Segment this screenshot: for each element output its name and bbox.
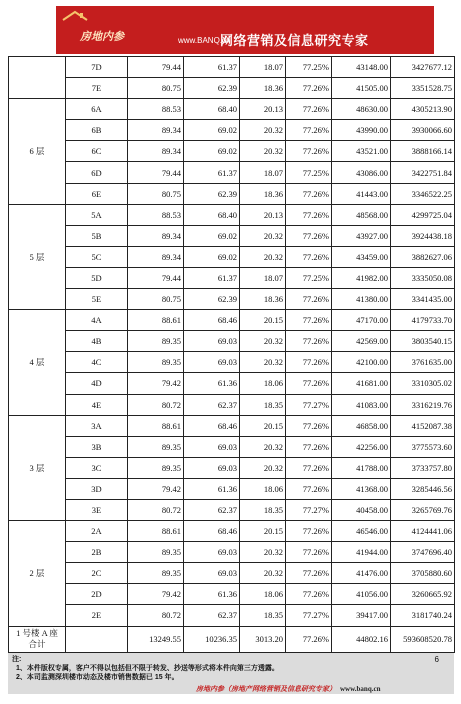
c1-cell: 89.35 [128, 542, 184, 563]
header-title: 网络营销及信息研究专家 [220, 33, 369, 48]
pct-cell: 77.27% [286, 394, 332, 415]
total-cell: 3346522.25 [391, 183, 455, 204]
c1-cell: 80.75 [128, 289, 184, 310]
price-cell: 41505.00 [332, 78, 391, 99]
floor-cell: 3 层 [9, 415, 66, 520]
c2-cell: 62.37 [184, 394, 240, 415]
total-cell: 3265769.76 [391, 499, 455, 520]
unit-cell: 7E [66, 78, 128, 99]
house-logo-icon [62, 10, 88, 28]
c2-cell: 69.03 [184, 331, 240, 352]
c1-cell: 88.61 [128, 310, 184, 331]
price-cell: 43990.00 [332, 120, 391, 141]
unit-cell: 2D [66, 584, 128, 605]
pct-cell: 77.27% [286, 499, 332, 520]
unit-cell: 2C [66, 563, 128, 584]
total-cell: 3260665.92 [391, 584, 455, 605]
c1-cell: 88.53 [128, 99, 184, 120]
c1-cell: 79.42 [128, 373, 184, 394]
c2-cell: 61.37 [184, 267, 240, 288]
c2-cell: 69.02 [184, 120, 240, 141]
total-label-cell [9, 626, 66, 652]
total-cell: 3427677.12 [391, 57, 455, 78]
total-label-line1: 1 号楼 A 座 [16, 628, 58, 639]
unit-cell: 4D [66, 373, 128, 394]
pct-cell: 77.26% [286, 289, 332, 310]
c3-cell: 18.36 [240, 183, 286, 204]
c3-cell: 18.07 [240, 162, 286, 183]
c2-cell: 69.03 [184, 436, 240, 457]
c2-cell: 61.36 [184, 373, 240, 394]
price-cell: 47170.00 [332, 310, 391, 331]
total-cell: 4299725.04 [391, 204, 455, 225]
table-row [9, 78, 455, 99]
pct-cell: 77.26% [286, 99, 332, 120]
footer-site: www.banq.cn [340, 685, 381, 693]
c2-cell: 69.02 [184, 141, 240, 162]
table-row [9, 162, 455, 183]
footer [196, 684, 380, 694]
total-cell: 3888166.14 [391, 141, 455, 162]
c3-cell: 20.32 [240, 457, 286, 478]
c2-cell: 68.40 [184, 204, 240, 225]
c2-cell: 62.37 [184, 499, 240, 520]
header-banner [56, 6, 434, 54]
unit-cell: 4B [66, 331, 128, 352]
c1-cell: 80.75 [128, 78, 184, 99]
unit-cell: 5A [66, 204, 128, 225]
total-row [9, 626, 455, 652]
c1-cell: 89.34 [128, 246, 184, 267]
unit-cell: 6A [66, 99, 128, 120]
price-cell: 43086.00 [332, 162, 391, 183]
c2-cell: 68.46 [184, 310, 240, 331]
table-row [9, 521, 455, 542]
sales-table [8, 56, 455, 653]
price-cell: 43148.00 [332, 57, 391, 78]
table-row [9, 436, 455, 457]
c1-cell: 88.61 [128, 521, 184, 542]
total-cell: 3285446.56 [391, 478, 455, 499]
pct-cell: 77.26% [286, 584, 332, 605]
c3-cell: 20.15 [240, 310, 286, 331]
total-cell: 3705880.60 [391, 563, 455, 584]
notes-line-2: 2、本司监测深圳楼市动态及楼市销售数据已 15 年。 [16, 674, 179, 681]
c2-cell: 61.37 [184, 57, 240, 78]
pct-cell: 77.26% [286, 352, 332, 373]
pct-cell: 77.26% [286, 415, 332, 436]
unit-cell: 4E [66, 394, 128, 415]
pct-cell: 77.26% [286, 183, 332, 204]
total-cell: 4152087.38 [391, 415, 455, 436]
total-cell: 3310305.02 [391, 373, 455, 394]
table-row [9, 499, 455, 520]
floor-cell: 5 层 [9, 204, 66, 309]
c3-cell: 20.32 [240, 352, 286, 373]
total-price-cell: 44802.16 [332, 626, 391, 652]
c2-cell: 62.37 [184, 605, 240, 626]
notes-line-1: 1、本件版权专属，客户不得以包括但不限于转发、抄送等形式将本件向第三方透露。 [16, 665, 279, 672]
notes-label: 注: [12, 656, 22, 663]
table-row [9, 310, 455, 331]
price-cell: 39417.00 [332, 605, 391, 626]
c2-cell: 68.46 [184, 415, 240, 436]
c3-cell: 18.06 [240, 584, 286, 605]
header-site: www.BANQ.cn [178, 36, 231, 45]
total-cell: 3351528.75 [391, 78, 455, 99]
total-cell: 4179733.70 [391, 310, 455, 331]
table-row [9, 352, 455, 373]
c1-cell: 89.35 [128, 331, 184, 352]
total-cell: 3422751.84 [391, 162, 455, 183]
floor-cell: 4 层 [9, 310, 66, 415]
unit-cell: 5C [66, 246, 128, 267]
c2-cell: 69.03 [184, 352, 240, 373]
brand-name: 房地内参 [80, 31, 124, 43]
unit-cell: 6E [66, 183, 128, 204]
table-row [9, 373, 455, 394]
unit-cell: 3D [66, 478, 128, 499]
c3-cell: 20.32 [240, 563, 286, 584]
c1-cell: 79.42 [128, 584, 184, 605]
c1-cell: 79.42 [128, 478, 184, 499]
c1-cell: 79.44 [128, 162, 184, 183]
unit-cell: 5E [66, 289, 128, 310]
c3-cell: 20.15 [240, 521, 286, 542]
total-cell: 3316219.76 [391, 394, 455, 415]
pct-cell: 77.26% [286, 373, 332, 394]
c3-cell: 20.32 [240, 331, 286, 352]
c1-cell: 89.35 [128, 352, 184, 373]
total-cell: 3341435.00 [391, 289, 455, 310]
c2-cell: 69.03 [184, 563, 240, 584]
pct-cell: 77.25% [286, 162, 332, 183]
total-total-cell: 593608520.78 [391, 626, 455, 652]
price-cell: 41368.00 [332, 478, 391, 499]
c1-cell: 89.34 [128, 120, 184, 141]
c2-cell: 68.40 [184, 99, 240, 120]
price-cell: 43459.00 [332, 246, 391, 267]
page-number: 6 [434, 655, 439, 664]
c1-cell: 89.34 [128, 141, 184, 162]
pct-cell: 77.27% [286, 605, 332, 626]
pct-cell: 77.26% [286, 120, 332, 141]
pct-cell: 77.25% [286, 267, 332, 288]
pct-cell: 77.26% [286, 331, 332, 352]
c2-cell: 61.37 [184, 162, 240, 183]
unit-cell: 7D [66, 57, 128, 78]
price-cell: 46546.00 [332, 521, 391, 542]
c2-cell: 69.03 [184, 542, 240, 563]
price-cell: 48630.00 [332, 99, 391, 120]
table-row [9, 204, 455, 225]
total-cell: 3733757.80 [391, 457, 455, 478]
unit-cell: 2A [66, 521, 128, 542]
c3-cell: 20.32 [240, 542, 286, 563]
floor-cell [9, 57, 66, 99]
c2-cell: 62.39 [184, 289, 240, 310]
total-c1-cell: 13249.55 [128, 626, 184, 652]
price-cell: 46858.00 [332, 415, 391, 436]
total-cell: 4124441.06 [391, 521, 455, 542]
c3-cell: 20.13 [240, 99, 286, 120]
total-cell: 3181740.24 [391, 605, 455, 626]
unit-cell: 3A [66, 415, 128, 436]
c3-cell: 20.32 [240, 436, 286, 457]
table-row [9, 415, 455, 436]
total-pct-cell: 77.26% [286, 626, 332, 652]
c3-cell: 18.35 [240, 394, 286, 415]
price-cell: 41443.00 [332, 183, 391, 204]
table-row [9, 57, 455, 78]
total-cell: 3747696.40 [391, 542, 455, 563]
c1-cell: 89.35 [128, 436, 184, 457]
c3-cell: 18.06 [240, 478, 286, 499]
unit-cell: 6D [66, 162, 128, 183]
pct-cell: 77.26% [286, 563, 332, 584]
unit-cell: 2E [66, 605, 128, 626]
c3-cell: 20.32 [240, 246, 286, 267]
c3-cell: 18.35 [240, 499, 286, 520]
table-row [9, 289, 455, 310]
price-cell: 41056.00 [332, 584, 391, 605]
unit-cell: 3E [66, 499, 128, 520]
table-row [9, 394, 455, 415]
c3-cell: 18.06 [240, 373, 286, 394]
floor-cell: 2 层 [9, 521, 66, 626]
c1-cell: 79.44 [128, 267, 184, 288]
table-row [9, 120, 455, 141]
price-cell: 41476.00 [332, 563, 391, 584]
table-row [9, 605, 455, 626]
c2-cell: 61.36 [184, 478, 240, 499]
unit-cell: 5D [66, 267, 128, 288]
pct-cell: 77.26% [286, 521, 332, 542]
price-cell: 43927.00 [332, 225, 391, 246]
price-cell: 40458.00 [332, 499, 391, 520]
unit-cell: 2B [66, 542, 128, 563]
c2-cell: 68.46 [184, 521, 240, 542]
table-row [9, 141, 455, 162]
price-cell: 41788.00 [332, 457, 391, 478]
unit-cell: 3C [66, 457, 128, 478]
c1-cell: 89.34 [128, 225, 184, 246]
total-cell: 3761635.00 [391, 352, 455, 373]
c3-cell: 18.36 [240, 78, 286, 99]
floor-cell: 6 层 [9, 99, 66, 204]
unit-cell: 5B [66, 225, 128, 246]
pct-cell: 77.25% [286, 57, 332, 78]
pct-cell: 77.26% [286, 542, 332, 563]
total-c3-cell: 3013.20 [240, 626, 286, 652]
total-cell: 4305213.90 [391, 99, 455, 120]
pct-cell: 77.26% [286, 478, 332, 499]
total-c2-cell: 10236.35 [184, 626, 240, 652]
total-cell: 3930066.60 [391, 120, 455, 141]
total-cell: 3775573.60 [391, 436, 455, 457]
pct-cell: 77.26% [286, 310, 332, 331]
c1-cell: 80.72 [128, 605, 184, 626]
c1-cell: 89.35 [128, 457, 184, 478]
total-cell: 3803540.15 [391, 331, 455, 352]
c2-cell: 69.02 [184, 225, 240, 246]
price-cell: 41944.00 [332, 542, 391, 563]
c1-cell: 80.72 [128, 499, 184, 520]
c2-cell: 62.39 [184, 183, 240, 204]
price-cell: 41681.00 [332, 373, 391, 394]
c3-cell: 20.32 [240, 141, 286, 162]
c1-cell: 88.61 [128, 415, 184, 436]
c3-cell: 18.07 [240, 57, 286, 78]
total-unit-cell [66, 626, 128, 652]
c3-cell: 18.35 [240, 605, 286, 626]
unit-cell: 3B [66, 436, 128, 457]
table-row [9, 563, 455, 584]
c3-cell: 18.07 [240, 267, 286, 288]
price-cell: 43521.00 [332, 141, 391, 162]
table-row [9, 331, 455, 352]
c2-cell: 69.03 [184, 457, 240, 478]
c3-cell: 20.15 [240, 415, 286, 436]
table-row [9, 246, 455, 267]
unit-cell: 6C [66, 141, 128, 162]
c1-cell: 80.75 [128, 183, 184, 204]
c3-cell: 18.36 [240, 289, 286, 310]
footer-text: 房地内参（房地产网络营销及信息研究专家） [196, 685, 336, 693]
unit-cell: 4A [66, 310, 128, 331]
unit-cell: 6B [66, 120, 128, 141]
total-label-line2: 合计 [28, 639, 46, 650]
table-row [9, 584, 455, 605]
price-cell: 42256.00 [332, 436, 391, 457]
price-cell: 42100.00 [332, 352, 391, 373]
pct-cell: 77.26% [286, 141, 332, 162]
pct-cell: 77.26% [286, 225, 332, 246]
total-cell: 3882627.06 [391, 246, 455, 267]
price-cell: 41083.00 [332, 394, 391, 415]
c3-cell: 20.13 [240, 204, 286, 225]
table-row [9, 457, 455, 478]
c1-cell: 79.44 [128, 57, 184, 78]
table-row [9, 183, 455, 204]
pct-cell: 77.26% [286, 457, 332, 478]
table-body [9, 57, 455, 653]
pct-cell: 77.26% [286, 204, 332, 225]
table-row [9, 267, 455, 288]
table-row [9, 542, 455, 563]
c1-cell: 88.53 [128, 204, 184, 225]
c1-cell: 80.72 [128, 394, 184, 415]
c2-cell: 62.39 [184, 78, 240, 99]
c3-cell: 20.32 [240, 120, 286, 141]
total-cell: 3924438.18 [391, 225, 455, 246]
pct-cell: 77.26% [286, 246, 332, 267]
c2-cell: 61.36 [184, 584, 240, 605]
price-cell: 41380.00 [332, 289, 391, 310]
unit-cell: 4C [66, 352, 128, 373]
pct-cell: 77.26% [286, 78, 332, 99]
price-cell: 48568.00 [332, 204, 391, 225]
c3-cell: 20.32 [240, 225, 286, 246]
table-row [9, 478, 455, 499]
c1-cell: 89.35 [128, 563, 184, 584]
table-row [9, 225, 455, 246]
pct-cell: 77.26% [286, 436, 332, 457]
price-cell: 42569.00 [332, 331, 391, 352]
table-row [9, 99, 455, 120]
price-cell: 41982.00 [332, 267, 391, 288]
total-cell: 3335050.08 [391, 267, 455, 288]
c2-cell: 69.02 [184, 246, 240, 267]
